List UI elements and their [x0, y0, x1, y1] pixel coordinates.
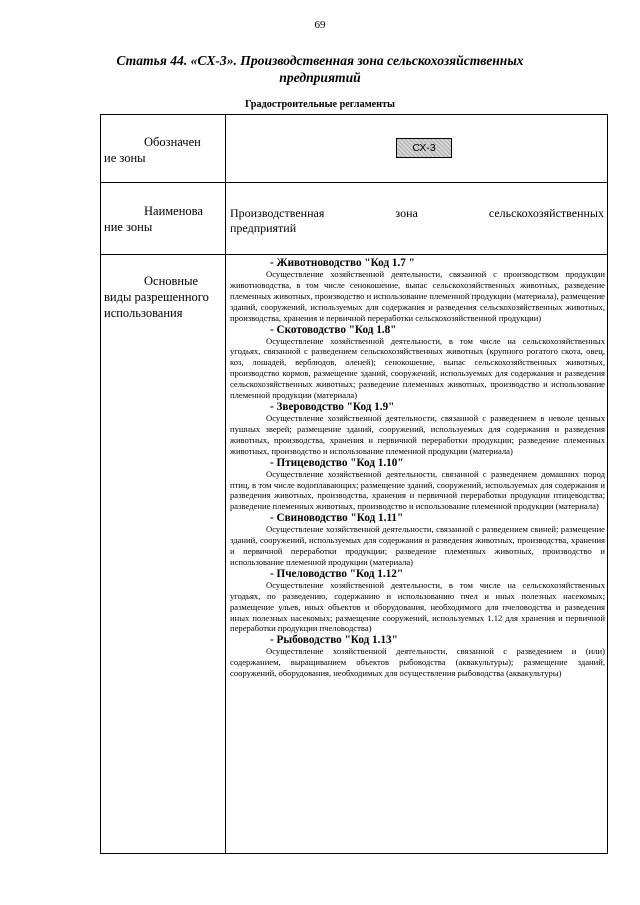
use-item [230, 324, 605, 401]
main-uses-list [230, 257, 605, 679]
use-title: - Птицеводство "Код 1.10" [270, 456, 404, 469]
zone-name-label: Наименова ние зоны [104, 204, 203, 234]
use-description: Осуществление хозяйственной деятельности, связанной с разведением в неволе ценных пушных зверей; размещение зданий, сооружений, используемых для содержания и разведения животных, производства, хранения и первичной переработки продукции; разведение племенных животных, производство и использование племенной продукции (материала) [230, 412, 605, 456]
use-title: - Скотоводство "Код 1.8" [270, 323, 397, 336]
use-description: Осуществление хозяйственной деятельности, в том числе на сельскохозяйственных угодьях, по разведению, содержанию и использованию пчел и иных полезных насекомых; размещение ульев, иных объектов и оборудования, необходимого для пчеловодства и разведения иных полезных насекомых; размещение сооружений, используемых 1.12 для хранения и первичной переработки продукции пчеловодства) [230, 579, 605, 634]
use-item [230, 568, 605, 635]
article-title: Статья 44. «СХ-3». Производственная зона сельскохозяйственных предприятий [116, 53, 524, 85]
use-item [230, 401, 605, 457]
page-number: 69 [314, 19, 326, 31]
zone-designation-label: Обозначен ие зоны [104, 135, 201, 165]
use-description: Осуществление хозяйственной деятельности, в том числе на сельскохозяйственных угодьях, связанной с разведением сельскохозяйственных животных (крупного рогатого скота, овец, коз, лошадей, верблюдов, оленей); сенокошение, выпас сельскохозяйственных животных, производство кормов, размещение зданий, сооружений, используемых для содержания и разведения сельскохозяйственных животных; разведение племенных животных, производство и использование племенной продукции (материала) [230, 335, 605, 401]
use-item [230, 457, 605, 513]
use-title: - Свиноводство "Код 1.11" [270, 512, 404, 525]
use-description: Осуществление хозяйственной деятельности, связанной с разведением свиней; размещение зданий, сооружений, используемых для содержания и разведения животных, производства, хранения и первичной переработки продукции; разведение племенных животных, производство и использование племенной продукции (материала) [230, 524, 605, 567]
zone-code-badge: СХ-3 [396, 138, 452, 158]
use-item [230, 634, 605, 679]
use-item [230, 512, 605, 568]
use-item [230, 257, 605, 324]
use-title: - Рыбоводство "Код 1.13" [270, 634, 398, 647]
use-title: - Пчеловодство "Код 1.12" [270, 567, 404, 580]
main-uses-label: Основные виды разрешенного использования [104, 274, 209, 320]
use-description: Осуществление хозяйственной деятельности, связанной с разведением и (или) содержанием, выращиванием объектов рыбоводства (аквакультуры); размещение зданий, сооружений, оборудования, необходимых для осуществления рыбоводства (аквакультуры) [230, 646, 605, 679]
zone-name-value: Производственная зона сельскохозяйственных предприятий [230, 206, 604, 235]
use-title: - Звероводство "Код 1.9" [270, 400, 395, 413]
use-title: - Животноводство "Код 1.7 " [270, 257, 415, 269]
use-description: Осуществление хозяйственной деятельности, связанной с производством продукции животноводства, в том числе сенокошение, выпас сельскохозяйственных животных, разведение племенных животных, производство и использование племенной продукции (материала), размещение зданий, сооружений, используемых для содержания и разведения сельскохозяйственных животных, производства, хранения и первичной переработки сельскохозяйственной продукции) [230, 269, 605, 323]
use-description: Осуществление хозяйственной деятельности, связанной с разведением домашних пород птиц, в том числе водоплавающих; размещение зданий, сооружений, используемых для содержания и разведения животных, производства, хранения и первичной переработки продукции птицеводства; разведение племенных животных, производство и использование племенной продукции (материала) [230, 468, 605, 512]
regulations-heading: Градостроительные регламенты [244, 99, 396, 110]
